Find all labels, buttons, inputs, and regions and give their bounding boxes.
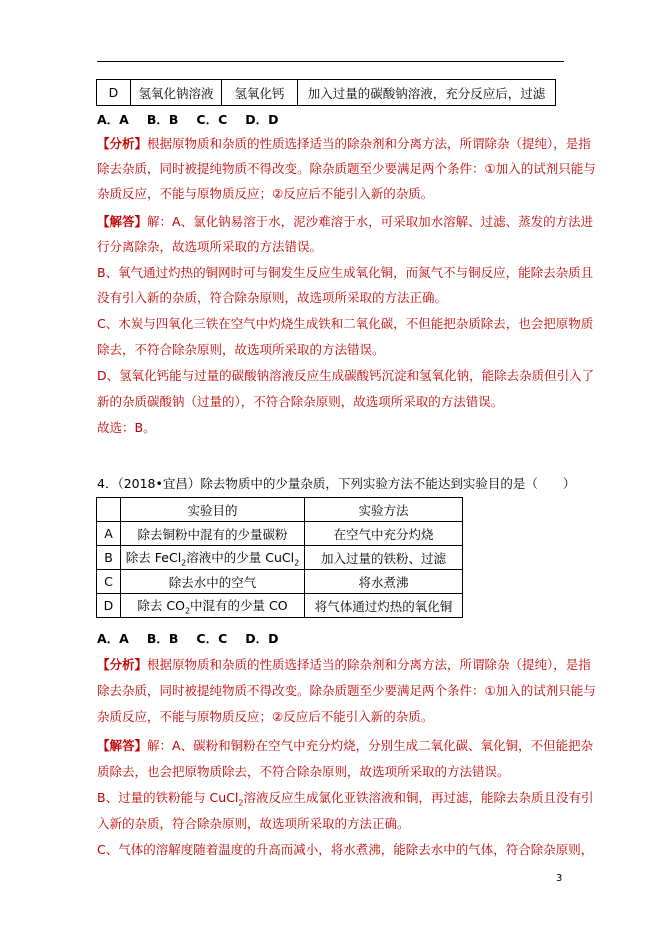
option-d: D．D <box>245 112 279 127</box>
table-row: D 除去 $CO_2$中混有的少量 CO 将气体通过灼热的氧化铜 <box>97 594 463 618</box>
option-c: C．C <box>196 631 228 646</box>
answer-1-line-2: 行分离除杂，故选项所采取的方法错误。 <box>97 239 323 254</box>
cell-label: D <box>97 80 131 106</box>
option-c: C．C <box>196 112 228 127</box>
options-2 <box>97 630 297 648</box>
answer-1-line-6: 除去，不符合除杂原则，故选项所采取的方法错误。 <box>97 342 385 357</box>
answer-2-line-2: 质除去，也会把原物质除去，不符合除杂原则，故选项所采取的方法错误。 <box>97 764 510 779</box>
answer-tag: 【解答】 <box>97 738 148 753</box>
header-method: 实验方法 <box>305 498 463 522</box>
answer-tag: 【解答】 <box>97 214 148 229</box>
answer-1-line-8: 新的杂质碳酸钠（过量的），不符合除杂原则，故选项所采取的方法错误。 <box>97 394 504 409</box>
option-b: B．B <box>146 631 179 646</box>
analysis-2-line-1: 【分析】根据原物质和杂质的性质选择适当的除杂剂和分离方法，所谓除杂（提纯），是指 <box>97 657 591 672</box>
answer-1-line-9: 故选：B。 <box>97 420 156 435</box>
answer-1-line-7: D、氢氧化钙能与过量的碳酸钠溶液反应生成碳酸钙沉淀和氢氧化钠，能除去杂质但引入了 <box>97 368 595 383</box>
option-a: A．A <box>97 631 129 646</box>
answer-1-line-4: 没有引入新的杂质，符合除杂原则，故选项所采取的方法正确。 <box>97 290 448 305</box>
answer-1-line-3: B、氧气通过灼热的铜网时可与铜发生反应生成氧化铜，而氮气不与铜反应，能除去杂质且 <box>97 265 594 280</box>
analysis-2-line-3: 杂质反应，不能与原物质反应；②反应后不能引入新的杂质。 <box>97 709 434 724</box>
table-row: B 除去 FeCl$_2$溶液中的少量 CuCl$_2$ 加入过量的铁粉、过滤 <box>97 546 463 570</box>
answer-1-line-1: 【解答】解：A、氯化钠易溶于水，泥沙难溶于水，可采取加水溶解、过滤、蒸发的方法进 <box>97 214 594 229</box>
analysis-tag: 【分析】 <box>97 657 148 672</box>
header-goal: 实验目的 <box>121 498 305 522</box>
analysis-2-line-2: 除去杂质，同时被提纯物质不得改变。除杂质题至少要满足两个条件：①加入的试剂只能与 <box>97 683 596 698</box>
analysis-1-line-3: 杂质反应，不能与原物质反应；②反应后不能引入新的杂质。 <box>97 186 434 201</box>
analysis-1-line-1: 【分析】根据原物质和杂质的性质选择适当的除杂剂和分离方法，所谓除杂（提纯），是指 <box>97 136 591 151</box>
answer-1-line-5: C、木炭与四氧化三铁在空气中灼烧生成铁和二氧化碳，不但能把杂质除去，也会把原物质 <box>97 316 594 331</box>
analysis-tag: 【分析】 <box>97 136 148 151</box>
option-d: D．D <box>245 631 279 646</box>
answer-2-line-1: 【解答】解：A、碳粉和铜粉在空气中充分灼烧，分别生成二氧化碳、氧化铜，不但能把杂 <box>97 738 594 753</box>
answer-2-line-4: 入新的杂质，符合除杂原则，故选项所采取的方法正确。 <box>97 816 410 831</box>
cell-substance: 氢氧化钠溶液 <box>131 80 222 106</box>
option-a: A．A <box>97 112 129 127</box>
table-row-d <box>96 79 556 106</box>
experiment-table <box>96 497 463 618</box>
table-row: C 除去水中的空气 将水煮沸 <box>97 570 463 594</box>
answer-2-line-5: C、气体的溶解度随着温度的升高而减小，将水煮沸，能除去水中的气体，符合除杂原则， <box>97 842 594 857</box>
header-rule <box>97 61 564 62</box>
cell-impurity: 氢氧化钙 <box>222 80 298 106</box>
table-row: A 除去铜粉中混有的少量碳粉 在空气中充分灼烧 <box>97 522 463 546</box>
question-4-title: 4．（2018•宜昌）除去物质中的少量杂质，下列实验方法不能达到实验目的是（ ） <box>97 476 576 491</box>
answer-2-line-3: B、过量的铁粉能与 CuCl$_2$溶液反应生成氯化亚铁溶液和铜，再过滤，能除去杂质且没有引 <box>97 790 594 808</box>
page-number: 3 <box>556 873 563 884</box>
cell-method: 加入过量的碳酸钠溶液，充分反应后，过滤 <box>298 80 556 106</box>
options-1 <box>97 111 297 129</box>
analysis-1-line-2: 除去杂质，同时被提纯物质不得改变。除杂质题至少要满足两个条件：①加入的试剂只能与 <box>97 161 596 176</box>
option-b: B．B <box>146 112 179 127</box>
